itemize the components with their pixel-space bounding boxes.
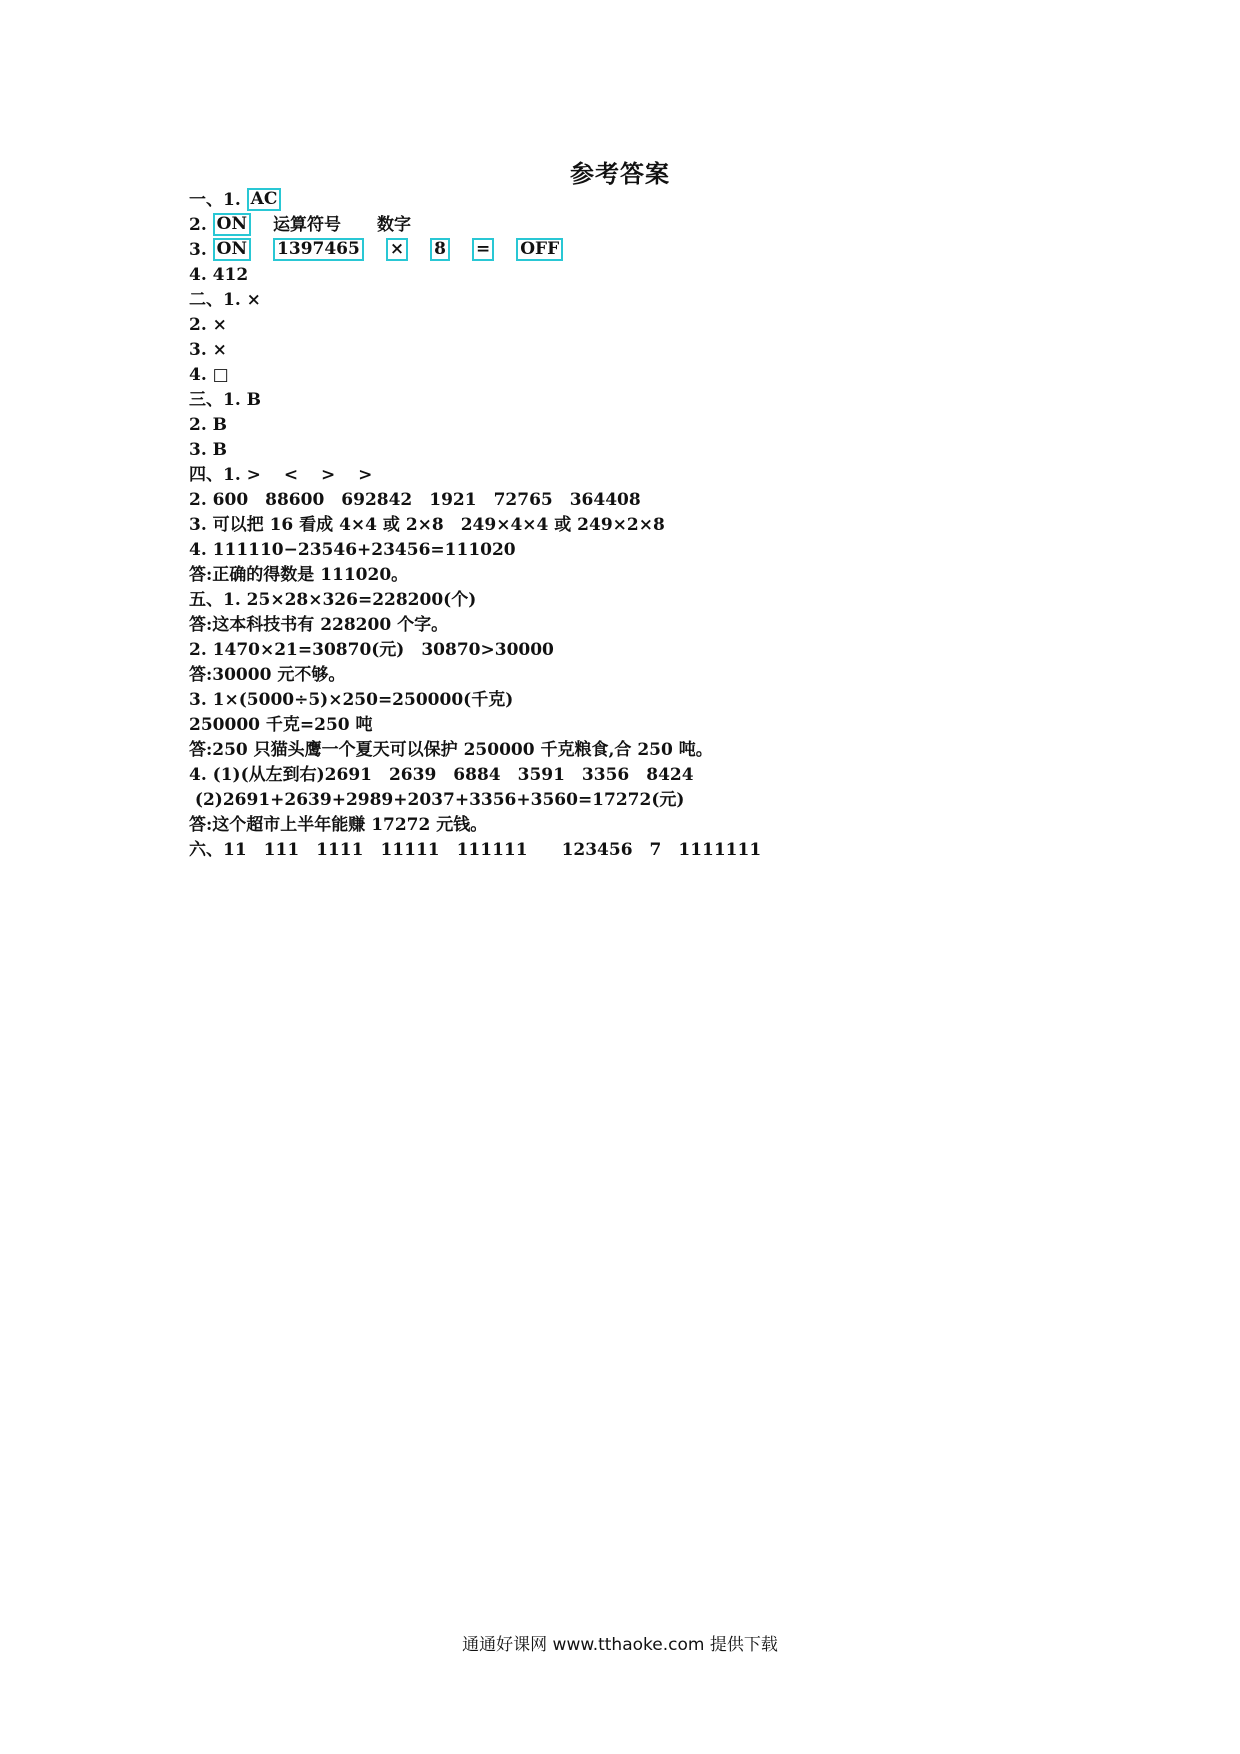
answer-line-5-3: 2. 1470×21=30870(元) 30870>30000	[189, 640, 554, 660]
answer-line-1-3	[189, 238, 1069, 263]
key-box-ac: AC	[247, 188, 282, 211]
answer-line-4-3: 3. 可以把 16 看成 4×4 或 2×8 249×4×4 或 249×2×8	[189, 515, 665, 535]
key-box-on: ON	[213, 238, 251, 261]
answer-line-4-1: 四、1. > < > >	[189, 465, 373, 485]
answer-line-3-1: 三、1. B	[189, 390, 262, 410]
key-box-digit: 8	[430, 238, 450, 261]
page-title: 参考答案	[570, 159, 670, 188]
answer-line-3-3: 3. B	[189, 440, 228, 460]
footer-source: 通通好课网 www.tthaoke.com 提供下载	[462, 1635, 778, 1655]
answer-content	[189, 188, 1069, 863]
answer-prefix: 3.	[189, 240, 213, 260]
answer-text: 数字	[377, 215, 412, 235]
answer-line-1-4: 4. 412	[189, 265, 249, 285]
answer-line-2-2: 2. ×	[189, 315, 227, 335]
answer-line-1-1	[189, 188, 1069, 213]
answer-line-5-5: 3. 1×(5000÷5)×250=250000(千克)	[189, 690, 514, 710]
answer-line-5-4: 答:30000 元不够。	[189, 665, 346, 685]
answer-line-5-8: 4. (1)(从左到右)2691 2639 6884 3591 3356 8424	[189, 765, 694, 785]
answer-line-2-4: 4. □	[189, 365, 229, 385]
answer-text: 运算符号	[273, 215, 342, 235]
answer-line-1-2	[189, 213, 1069, 238]
answer-line-5-9: (2)2691+2639+2989+2037+3356+3560=17272(元)	[189, 790, 685, 810]
answer-line-5-7: 答:250 只猫头鹰一个夏天可以保护 250000 千克粮食,合 250 吨。	[189, 740, 713, 760]
key-box-number: 1397465	[273, 238, 364, 261]
key-box-on: ON	[213, 213, 251, 236]
answer-line-4-4: 4. 111110−23546+23456=111020	[189, 540, 516, 560]
answer-line-5-1: 五、1. 25×28×326=228200(个)	[189, 590, 477, 610]
answer-line-4-2: 2. 600 88600 692842 1921 72765 364408	[189, 490, 641, 510]
answer-line-2-1: 二、1. ×	[189, 290, 261, 310]
answer-line-5-10: 答:这个超市上半年能赚 17272 元钱。	[189, 815, 488, 835]
answer-prefix: 一、1.	[189, 190, 247, 210]
answer-line-4-5: 答:正确的得数是 111020。	[189, 565, 409, 585]
answer-prefix: 2.	[189, 215, 213, 235]
key-box-equals: =	[472, 238, 494, 261]
key-box-off: OFF	[516, 238, 563, 261]
answer-line-5-2: 答:这本科技书有 228200 个字。	[189, 615, 449, 635]
key-box-multiply: ×	[386, 238, 408, 261]
answer-line-5-6: 250000 千克=250 吨	[189, 715, 373, 735]
answer-line-6-1: 六、11 111 1111 11111 111111 123456 7 1111111	[189, 840, 762, 860]
answer-line-2-3: 3. ×	[189, 340, 227, 360]
answer-line-3-2: 2. B	[189, 415, 228, 435]
